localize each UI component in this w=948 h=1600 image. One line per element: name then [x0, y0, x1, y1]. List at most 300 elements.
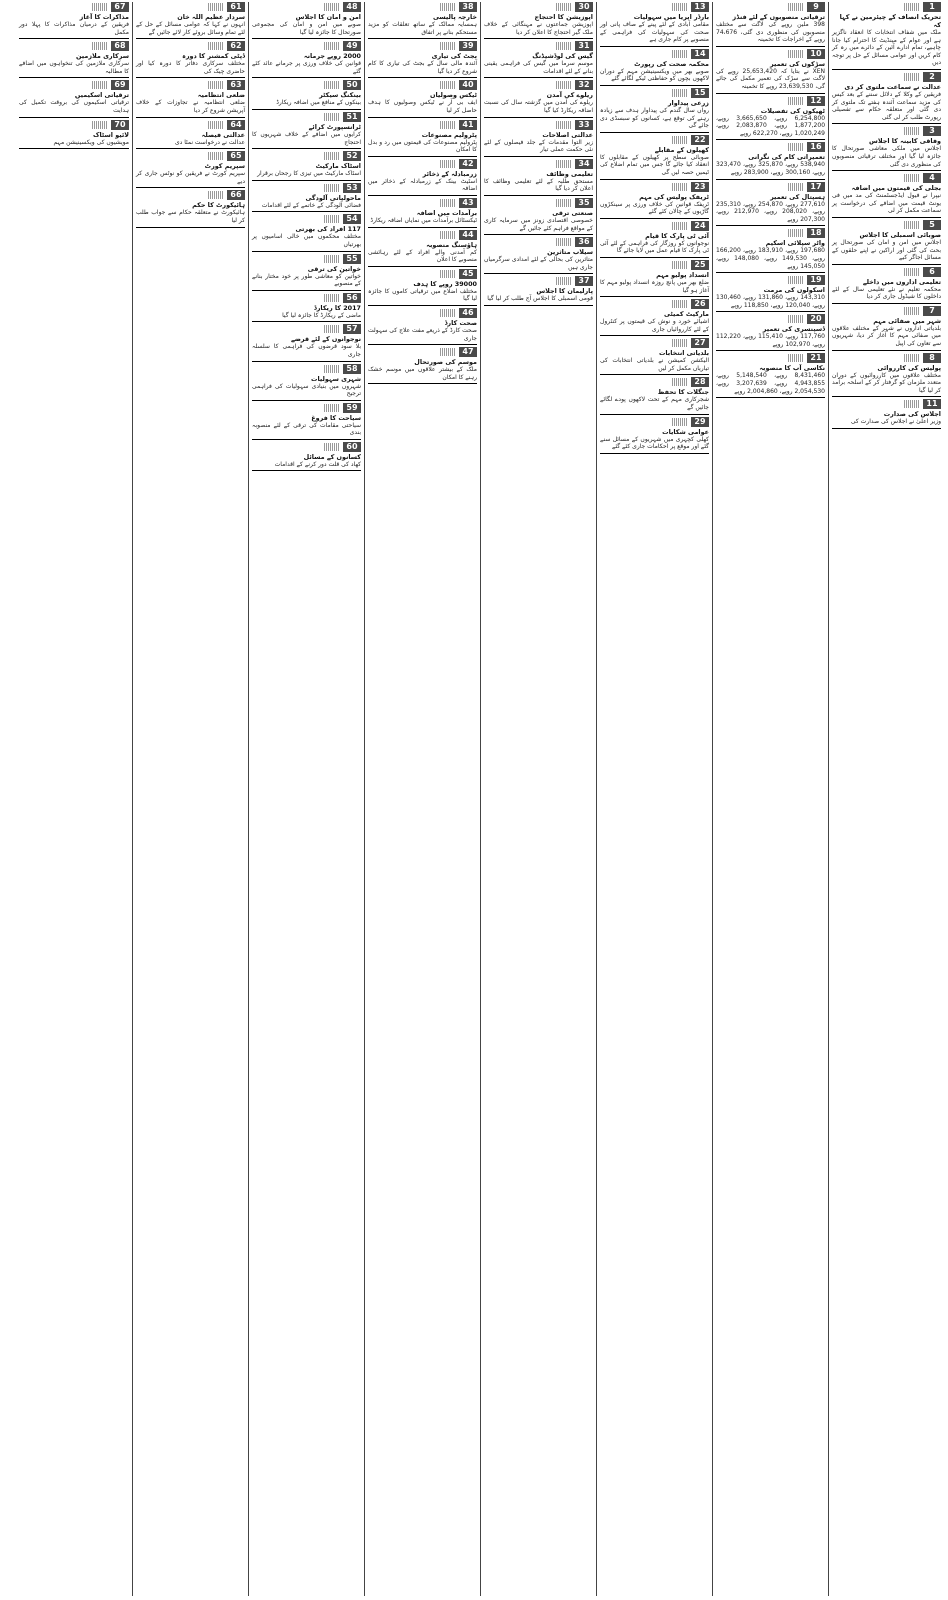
item-number-badge: 58	[343, 364, 361, 374]
item-number-badge: 31	[575, 41, 593, 51]
news-item	[136, 190, 245, 227]
section-tag-icon	[556, 199, 572, 207]
section-tag-icon	[324, 184, 340, 192]
section-tag-icon	[904, 127, 920, 135]
news-item-header	[136, 190, 245, 200]
news-item-header	[484, 159, 593, 169]
news-item	[600, 221, 709, 258]
section-tag-icon	[324, 42, 340, 50]
section-tag-icon	[208, 121, 224, 129]
news-body: 143,310 روپے، 131,860 روپے، 130,460 روپے، 120,040 روپے، 118,850 روپے	[716, 294, 825, 309]
news-item-header	[600, 182, 709, 192]
news-lead: برآمدات میں اضافہ	[416, 208, 477, 217]
section-tag-icon	[440, 3, 456, 11]
news-body: اسٹیٹ بینک کے زرمبادلہ کے ذخائر میں اضافہ	[368, 177, 477, 193]
news-lead: ماحولیاتی آلودگی	[305, 193, 361, 202]
section-tag-icon	[556, 3, 572, 11]
item-number-badge: 46	[459, 308, 477, 318]
item-number-badge: 41	[459, 120, 477, 130]
section-tag-icon	[788, 183, 804, 191]
news-body: ایف بی آر نے ٹیکس وصولیوں کا ہدف حاصل کر لیا	[368, 99, 477, 114]
section-tag-icon	[904, 221, 920, 229]
section-tag-icon	[556, 121, 572, 129]
news-item-header	[368, 230, 477, 240]
news-item-header	[252, 403, 361, 413]
news-item-header	[600, 2, 709, 12]
news-body: مقامی آبادی کے لئے پینے کے صاف پانی اور صحت کی سہولیات کی فراہمی کے منصوبے پر کام جاری ہے	[600, 21, 709, 44]
news-item	[368, 41, 477, 78]
section-tag-icon	[208, 42, 224, 50]
news-lead: ہسپتال کی تعمیر	[770, 192, 825, 201]
news-item-header	[600, 377, 709, 387]
item-number-badge: 22	[691, 135, 709, 145]
news-body: ترقیاتی اسکیموں کی بروقت تکمیل کی ہدایت	[19, 99, 129, 114]
news-lead: بجلی کی قیمتوں میں اضافہ	[851, 184, 941, 193]
news-item	[716, 228, 825, 273]
section-tag-icon	[788, 3, 804, 11]
news-item	[368, 198, 477, 228]
news-item-header	[19, 41, 129, 51]
news-lead: صحت کارڈ	[444, 318, 477, 327]
item-number-badge: 53	[343, 183, 361, 193]
item-number-badge: 38	[459, 2, 477, 12]
section-tag-icon	[788, 50, 804, 58]
news-body: نیپرا نے فیول ایڈجسٹمنٹ کی مد میں فی یونٹ قیمت میں اضافے کی درخواست پر سماعت مکمل کر لی	[832, 192, 941, 215]
news-lead: خواتین کی ترقی	[307, 264, 361, 273]
news-column	[480, 2, 596, 1596]
news-body: ملک کے بیشتر علاقوں میں موسم خشک رہنے کا امکان	[368, 366, 477, 381]
news-lead: ٹریفک پولیس کی مہم	[639, 192, 709, 201]
news-lead: مارکیٹ کمیٹی	[663, 310, 709, 319]
news-item	[368, 269, 477, 306]
item-number-badge: 62	[227, 41, 245, 51]
item-number-badge: 59	[343, 403, 361, 413]
news-item	[600, 338, 709, 375]
section-tag-icon	[556, 160, 572, 168]
news-body: مختلف علاقوں میں کارروائیوں کے دوران متعدد ملزمان کو گرفتار کر کے اسلحہ برآمد کر لیا گیا	[832, 371, 941, 394]
item-number-badge: 33	[575, 120, 593, 130]
news-body: بلدیاتی اداروں نے شہر کے مختلف علاقوں میں صفائی مہم کا آغاز کر دیا، شہریوں سے تعاون کی اپیل	[832, 324, 941, 348]
news-body: سپریم کورٹ نے فریقین کو نوٹس جاری کر دیے	[136, 170, 245, 185]
news-item	[832, 399, 941, 429]
news-body: آئندہ مالی سال کے بجٹ کی تیاری کا کام شروع کر دیا گیا	[368, 60, 477, 75]
news-item	[600, 260, 709, 297]
news-item	[716, 142, 825, 179]
section-tag-icon	[904, 307, 920, 315]
news-item	[716, 49, 825, 94]
section-tag-icon	[672, 183, 688, 191]
section-tag-icon	[324, 81, 340, 89]
news-lead: کھیلوں کے مقابلے	[654, 145, 709, 154]
section-tag-icon	[672, 3, 688, 11]
news-item-header	[368, 2, 477, 12]
section-tag-icon	[440, 42, 456, 50]
news-item-header	[252, 183, 361, 193]
news-lead: نوجوانوں کے لئے قرضے	[290, 335, 361, 344]
news-column	[248, 2, 364, 1596]
news-item-header	[600, 221, 709, 231]
item-number-badge: 18	[807, 228, 825, 238]
news-item	[484, 198, 593, 235]
news-body: 538,940 روپے، 325,870 روپے، 323,470 روپے، 300,160 روپے، 283,900 روپے	[716, 161, 825, 176]
section-tag-icon	[672, 136, 688, 144]
news-item	[484, 276, 593, 306]
news-lead: سپریم کورٹ	[204, 162, 245, 171]
news-body: محکمہ تعلیم نے نئے تعلیمی سال کے لئے داخلوں کا شیڈول جاری کر دیا	[832, 285, 941, 301]
item-number-badge: 50	[343, 80, 361, 90]
news-item-header	[716, 142, 825, 152]
news-lead: انسداد پولیو مہم	[656, 270, 709, 279]
item-number-badge: 56	[343, 293, 361, 303]
news-lead: ڈپٹی کمشنر کا دورہ	[182, 52, 245, 61]
news-body: 398 ملین روپے کی لاگت سے مختلف منصوبوں کی منظوری دی گئی، 74،676 روپے کے اخراجات کا تخمینہ	[716, 21, 825, 44]
news-lead: تعلیمی وظائف	[546, 169, 593, 178]
item-number-badge: 44	[459, 230, 477, 240]
news-lead: آئی ٹی پارک کا قیام	[645, 231, 709, 240]
news-item-header	[716, 182, 825, 192]
news-lead: پٹرولیم مصنوعات	[421, 130, 477, 139]
news-item-header	[832, 306, 941, 316]
news-lead: ٹیکس وصولیاں	[430, 91, 477, 100]
news-item-header	[600, 260, 709, 270]
section-tag-icon	[904, 3, 920, 11]
news-lead: محکمہ صحت کی رپورٹ	[634, 59, 709, 68]
news-lead: مذاکرات کا آغاز	[79, 13, 129, 21]
news-lead: تحریک انصاف کے چیئرمین نے کہا کہ	[839, 13, 941, 29]
newspaper-page	[4, 2, 944, 1596]
news-item-header	[252, 442, 361, 452]
item-number-badge: 21	[807, 353, 825, 363]
news-item	[252, 183, 361, 213]
news-item	[136, 41, 245, 78]
news-column	[132, 2, 248, 1596]
news-lead: اپوزیشن کا احتجاج	[534, 13, 593, 21]
news-item-header	[368, 80, 477, 90]
news-item	[832, 173, 941, 218]
news-body: سیاحتی مقامات کی ترقی کے لئے منصوبہ بندی	[252, 421, 361, 437]
section-tag-icon	[208, 152, 224, 160]
section-tag-icon	[672, 418, 688, 426]
news-lead: عوامی شکایات	[662, 427, 709, 436]
news-lead: شہر میں صفائی مہم	[873, 316, 941, 325]
news-column	[364, 2, 480, 1596]
news-lead: کسانوں کے مسائل	[303, 452, 361, 461]
item-number-badge: 55	[343, 254, 361, 264]
news-body: زیر التوا مقدمات کے جلد فیصلوں کے لئے نئی حکمت عملی تیار	[484, 138, 593, 154]
news-item	[19, 80, 129, 117]
news-lead: ترقیاتی منصوبوں کے لئے فنڈز	[732, 13, 825, 21]
news-item-header	[19, 120, 129, 130]
section-tag-icon	[556, 42, 572, 50]
news-item-header	[484, 80, 593, 90]
news-body: پٹرولیم مصنوعات کی قیمتوں میں رد و بدل کا امکان	[368, 138, 477, 154]
section-tag-icon	[440, 270, 456, 278]
news-body: کم آمدنی والے افراد کے لئے رہائشی منصوبے کا اعلان	[368, 248, 477, 264]
item-number-badge: 70	[111, 120, 129, 130]
section-tag-icon	[556, 277, 572, 285]
item-number-badge: 37	[575, 276, 593, 286]
item-number-badge: 36	[575, 237, 593, 247]
news-lead: پارلیمان کا اجلاس	[536, 287, 593, 296]
news-body: ملک میں شفاف انتخابات کا انعقاد ناگزیر ہے اور عوام کے مینڈیٹ کا احترام کیا جانا چاہیے، تمام ادارے آئین کے دائرے میں رہ کر کام کریں اور عوامی مسائل کے حل پر توجہ دیں	[832, 29, 941, 67]
news-body: عدالت نے درخواست نمٹا دی	[174, 138, 245, 146]
item-number-badge: 61	[227, 2, 245, 12]
item-number-badge: 15	[691, 88, 709, 98]
news-item	[252, 151, 361, 181]
news-item-header	[832, 2, 941, 12]
news-item	[252, 41, 361, 78]
news-lead: زرمبادلہ کے ذخائر	[422, 169, 477, 178]
item-number-badge: 66	[227, 190, 245, 200]
section-tag-icon	[904, 268, 920, 276]
news-item	[19, 2, 129, 39]
section-tag-icon	[672, 222, 688, 230]
section-tag-icon	[440, 231, 456, 239]
news-item	[484, 41, 593, 78]
item-number-badge: 19	[807, 275, 825, 285]
section-tag-icon	[556, 81, 572, 89]
news-body: رواں سال گندم کی پیداوار ہدف سے زیادہ رہنے کی توقع ہے، کسانوں کو سبسڈی دی جائے گی	[600, 106, 709, 130]
news-body: مستحق طلبہ کے لئے تعلیمی وظائف کا اعلان کر دیا گیا	[484, 177, 593, 193]
news-body: فریقین کے درمیان مذاکرات کا پہلا دور مکمل	[19, 21, 129, 36]
news-item	[832, 2, 941, 70]
news-item	[368, 347, 477, 384]
news-item-header	[600, 88, 709, 98]
news-item	[136, 2, 245, 39]
item-number-badge: 12	[807, 96, 825, 106]
section-tag-icon	[788, 143, 804, 151]
news-body: موسم سرما میں گیس کی فراہمی یقینی بنانے کے لئے اقدامات	[484, 60, 593, 75]
item-number-badge: 34	[575, 159, 593, 169]
section-tag-icon	[208, 81, 224, 89]
news-item	[252, 2, 361, 39]
section-tag-icon	[208, 3, 224, 11]
item-number-badge: 3	[923, 126, 941, 136]
news-item-header	[832, 399, 941, 409]
news-lead: سیاحت کا فروغ	[311, 413, 361, 422]
news-item	[368, 308, 477, 345]
section-tag-icon	[208, 191, 224, 199]
news-body: فضائی آلودگی کے خاتمے کے لئے اقدامات	[261, 201, 361, 209]
news-body: XEN نے بتایا کہ 25,653,420 روپے کی لاگت سے سڑک کی تعمیر مکمل کی جائے گی، 23,639,530 روپے کا تخمینہ	[716, 67, 826, 90]
section-tag-icon	[92, 81, 108, 89]
news-item-header	[136, 120, 245, 130]
news-item-header	[368, 41, 477, 51]
section-tag-icon	[324, 255, 340, 263]
news-item-header	[484, 41, 593, 51]
news-body: خصوصی اقتصادی زونز میں سرمایہ کاری کے مواقع فراہم کئے جائیں گے	[484, 216, 593, 232]
news-item-header	[252, 80, 361, 90]
news-item-header	[484, 237, 593, 247]
section-tag-icon	[324, 325, 340, 333]
news-item	[600, 2, 709, 47]
news-item-header	[832, 353, 941, 363]
news-lead: نکاسی آب کا منصوبہ	[759, 364, 825, 373]
news-body: اجلاس میں ملکی معاشی صورتحال کا جائزہ لیا گیا اور مختلف ترقیاتی منصوبوں کی منظوری دی گئی	[832, 145, 941, 168]
news-item-header	[716, 49, 825, 59]
news-lead: واٹر سپلائی اسکیم	[765, 239, 825, 248]
news-item-header	[368, 308, 477, 318]
item-number-badge: 32	[575, 80, 593, 90]
news-item	[484, 2, 593, 39]
news-lead: ہاؤسنگ منصوبہ	[426, 240, 477, 249]
news-item-header	[600, 299, 709, 309]
news-item-header	[484, 276, 593, 286]
section-tag-icon	[440, 160, 456, 168]
news-body: ضلعی انتظامیہ نے تجاوزات کے خلاف آپریشن شروع کر دیا	[136, 99, 245, 114]
item-number-badge: 17	[807, 182, 825, 192]
news-item-header	[252, 254, 361, 264]
news-item	[252, 214, 361, 251]
news-body: انہوں نے کہا کہ عوامی مسائل کے حل کے لئے تمام وسائل بروئے کار لائے جائیں گے	[136, 21, 245, 36]
news-lead: بلدیاتی انتخابات	[658, 349, 709, 358]
news-item	[136, 151, 245, 188]
item-number-badge: 28	[691, 377, 709, 387]
item-number-badge: 9	[807, 2, 825, 12]
news-lead: جنگلات کا تحفظ	[657, 388, 709, 397]
item-number-badge: 47	[459, 347, 477, 357]
news-item	[600, 299, 709, 336]
news-body: قومی اسمبلی کا اجلاس آج طلب کر لیا گیا	[487, 295, 593, 303]
item-number-badge: 26	[691, 299, 709, 309]
news-lead: پولیس کی کارروائی	[877, 363, 941, 372]
news-item-header	[19, 80, 129, 90]
news-lead: ٹھیکوں کی تفصیلات	[760, 106, 825, 115]
news-item	[716, 2, 825, 47]
news-item-header	[252, 324, 361, 334]
item-number-badge: 57	[343, 324, 361, 334]
news-item	[832, 220, 941, 265]
news-body: اسٹاک مارکیٹ میں تیزی کا رجحان برقرار	[257, 170, 361, 178]
section-tag-icon	[92, 121, 108, 129]
section-tag-icon	[904, 354, 920, 362]
news-body: متاثرین کی بحالی کے لئے امدادی سرگرمیاں جاری ہیں	[484, 256, 593, 271]
news-item	[252, 254, 361, 291]
section-tag-icon	[788, 315, 804, 323]
news-item-header	[19, 2, 129, 12]
section-tag-icon	[324, 365, 340, 373]
news-body: ماضی کے ریکارڈ کا جائزہ لیا گیا	[282, 311, 361, 319]
section-tag-icon	[324, 215, 340, 223]
section-tag-icon	[440, 81, 456, 89]
news-lead: 2000 روپے جرمانہ	[303, 52, 361, 61]
section-tag-icon	[324, 404, 340, 412]
section-tag-icon	[904, 73, 920, 81]
news-lead: عدالتی فیصلہ	[201, 130, 245, 139]
news-lead: تعمیراتی کام کی نگرانی	[748, 153, 825, 162]
news-item	[252, 80, 361, 110]
news-body: کرایوں میں اضافے کے خلاف شہریوں کا احتجاج	[252, 130, 361, 146]
news-item-header	[832, 267, 941, 277]
news-body: ضلع بھر میں پانچ روزہ انسداد پولیو مہم کا آغاز ہو گیا	[600, 278, 709, 294]
news-body: 277,610 روپے، 254,870 روپے، 235,310 روپے، 208,020 روپے، 212,970 روپے، 207,300 روپے	[716, 200, 826, 223]
item-number-badge: 1	[923, 2, 941, 12]
news-lead: لائیو اسٹاک	[92, 130, 129, 139]
news-item	[368, 80, 477, 117]
news-column	[596, 2, 712, 1596]
news-item	[484, 159, 593, 196]
item-number-badge: 5	[923, 220, 941, 230]
news-lead: 117 افراد کی بھرتی	[295, 225, 361, 234]
news-body: ریلوے کی آمدن میں گزشتہ سال کی نسبت اضافہ ریکارڈ کیا گیا	[484, 99, 593, 114]
news-item-header	[368, 159, 477, 169]
section-tag-icon	[672, 50, 688, 58]
news-item-header	[252, 364, 361, 374]
news-body: مویشیوں کی ویکسینیشن مہم	[53, 138, 129, 146]
item-number-badge: 60	[343, 442, 361, 452]
news-item-header	[252, 112, 361, 122]
item-number-badge: 2	[923, 72, 941, 82]
item-number-badge: 11	[923, 399, 941, 409]
news-lead: سیلاب متاثرین	[547, 248, 593, 257]
section-tag-icon	[672, 378, 688, 386]
news-item	[832, 306, 941, 351]
item-number-badge: 6	[923, 267, 941, 277]
item-number-badge: 42	[459, 159, 477, 169]
item-number-badge: 29	[691, 417, 709, 427]
news-item	[19, 120, 129, 150]
news-item-header	[252, 2, 361, 12]
news-body: ٹریفک قوانین کی خلاف ورزی پر سینکڑوں گاڑیوں کے چالان کئے گئے	[600, 200, 709, 216]
item-number-badge: 43	[459, 198, 477, 208]
news-lead: ہائیکورٹ کا حکم	[192, 201, 245, 210]
news-item	[19, 41, 129, 78]
news-item-header	[484, 2, 593, 12]
news-body: خواتین کو معاشی طور پر خود مختار بنانے کے منصوبے	[252, 272, 361, 288]
news-lead: سڑکوں کی تعمیر	[770, 59, 825, 68]
news-item-header	[832, 220, 941, 230]
section-tag-icon	[324, 152, 340, 160]
news-lead: صوبائی اسمبلی کا اجلاس	[859, 230, 941, 239]
item-number-badge: 52	[343, 151, 361, 161]
item-number-badge: 13	[691, 2, 709, 12]
section-tag-icon	[440, 121, 456, 129]
news-item-header	[600, 135, 709, 145]
section-tag-icon	[672, 261, 688, 269]
section-tag-icon	[672, 339, 688, 347]
news-lead: صنعتی ترقی	[552, 208, 593, 217]
news-lead: بارڈر ایریا میں سہولیات	[633, 13, 709, 21]
news-body: اشیائے خورد و نوش کی قیمتوں پر کنٹرول کے لئے کارروائیاں جاری	[600, 318, 709, 333]
news-item	[252, 324, 361, 361]
item-number-badge: 65	[227, 151, 245, 161]
news-body: اپوزیشن جماعتوں نے مہنگائی کے خلاف ملک گیر احتجاج کا اعلان کر دیا	[484, 21, 593, 36]
news-item	[484, 120, 593, 157]
item-number-badge: 24	[691, 221, 709, 231]
news-lead: اجلاس کی صدارت	[883, 410, 941, 419]
news-item	[368, 120, 477, 157]
news-item	[600, 377, 709, 414]
news-item	[716, 182, 825, 227]
news-item-header	[716, 228, 825, 238]
news-lead: ٹرانسپورٹ کرائے	[308, 122, 361, 131]
news-body: اجلاس میں امن و امان کی صورتحال پر بحث کی گئی اور اراکین نے اپنے حلقوں کے مسائل اجاگر کیے	[832, 238, 941, 262]
news-item-header	[484, 120, 593, 130]
item-number-badge: 4	[923, 173, 941, 183]
item-number-badge: 30	[575, 2, 593, 12]
news-item-header	[368, 198, 477, 208]
news-item	[368, 230, 477, 267]
news-body: الیکشن کمیشن نے بلدیاتی انتخابات کی تیاریاں مکمل کر لیں	[600, 357, 709, 372]
news-body: 117,760 روپے، 115,410 روپے، 112,220 روپے، 102,970 روپے	[716, 333, 825, 348]
news-item-header	[368, 269, 477, 279]
news-lead: 2017 کا ریکارڈ	[313, 303, 361, 312]
news-item-header	[252, 151, 361, 161]
news-lead: موسم کی صورتحال	[414, 358, 477, 367]
item-number-badge: 8	[923, 353, 941, 363]
news-item-header	[368, 347, 477, 357]
section-tag-icon	[440, 309, 456, 317]
